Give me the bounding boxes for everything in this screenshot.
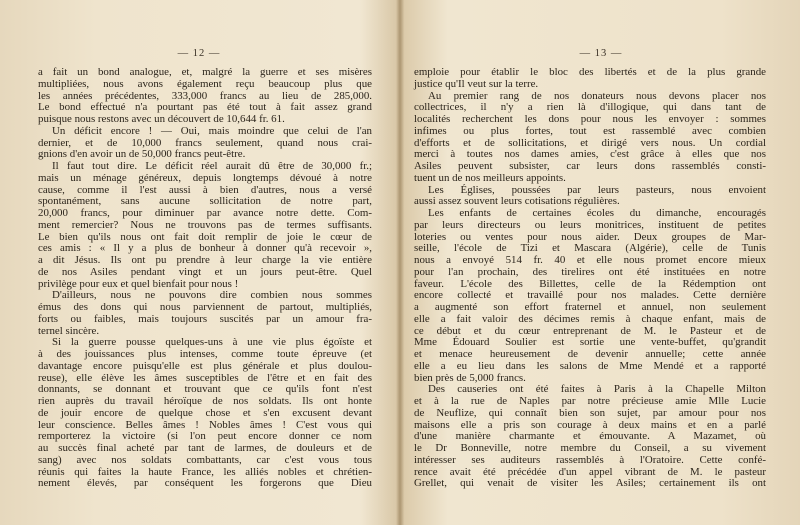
text-line: réunis qui faites la haute France, les alliés nobles et chrétien- bbox=[38, 465, 372, 478]
page-number-right: — 13 — bbox=[579, 48, 623, 59]
text-line: remporterez la victoire (si l'on peut encore donner ce nom bbox=[38, 430, 372, 443]
left-page bbox=[0, 0, 398, 525]
text-line: reuse), elle élève les âmes susceptibles de l'être et en fait des bbox=[38, 371, 372, 384]
text-line: loteries ou ventes pour nous aider. Deux groupes de Mar- bbox=[414, 230, 766, 243]
text-line: D'ailleurs, nous ne pouvons dire combien nous sommes bbox=[52, 289, 372, 302]
text-line: et à la rue de Naples par notre précieuse amie Mlle Lucie bbox=[414, 395, 766, 407]
left-page-text bbox=[38, 67, 372, 490]
text-line: faveur. L'école des Billettes, celle de la Rédemption ont bbox=[414, 277, 766, 290]
text-line: rence avait été précédée d'un appel vibrant de M. le pasteur bbox=[414, 465, 766, 478]
right-page bbox=[402, 0, 800, 525]
text-line: de nos Asiles pendant vingt et un jours peut-être. Quel bbox=[38, 265, 372, 278]
text-line: localités recherchent les dons pour nous les envoyer : sommes bbox=[414, 113, 766, 125]
page-number-left: — 12 — bbox=[177, 48, 221, 59]
text-line: collectrices, il n'y a rien là d'illogique, qui dans tant de bbox=[414, 101, 766, 114]
text-line: bien près de 5,000 francs. bbox=[414, 371, 526, 384]
text-line: merci à toutes nos dames amies, c'est grâce à elles que nos bbox=[414, 148, 766, 161]
text-line: et menace heureusement de devenir annuelle; cette année bbox=[414, 348, 766, 360]
text-line: par leurs directeurs ou leurs monitrices, instituent de petites bbox=[414, 218, 766, 231]
text-line: d'une manière charmante et émouvante. A Mazamet, où bbox=[414, 430, 766, 443]
text-line: dernier, et de 10,000 francs seulement, quand nous crai- bbox=[38, 136, 372, 149]
text-line: leur conscience. Belles âmes ! Nobles âmes ! C'est vous qui bbox=[38, 418, 372, 431]
text-line: Un déficit encore ! — Oui, mais moindre que celui de l'an bbox=[52, 124, 372, 137]
text-line: émus des dons qui nous parviennent de partout, multipliés, bbox=[38, 301, 372, 313]
text-line: ce début et du cœur entreprenant de M. le Pasteur et de bbox=[414, 324, 766, 337]
text-line: Mme Édouard Soulier est sortie une vente-buffet, qu'grandit bbox=[414, 336, 766, 349]
text-line: tuent un de nos meilleurs appoints. bbox=[414, 171, 566, 184]
text-line: justice qu'Il veut sur la terre. bbox=[414, 77, 539, 90]
text-line: Le bond effectué n'a pourtant pas été tout à fait assez grand bbox=[38, 101, 372, 114]
text-line: cause, comme il l'est aussi à bien d'autres, nous a versé bbox=[38, 183, 372, 196]
text-line: emploie pour établir le bloc des libertés et de la plus grande bbox=[414, 66, 766, 78]
text-line: elle a eu lieu dans les salons de Mme Mendé et a rapporté bbox=[414, 359, 766, 372]
text-line: de Neuflize, qui connaît bien son sujet, par amour pour nos bbox=[414, 406, 766, 419]
text-line: a fait un bond analogue, et, malgré la guerre et ses misères bbox=[38, 66, 372, 78]
text-line: forts ou faibles, mais toujours suscités par un amour fra- bbox=[38, 312, 372, 325]
text-line: Des causeries ont été faites à Paris à la Chapelle Milton bbox=[428, 383, 766, 396]
text-line: donnants, se donnant et trouvant que ce qu'ils font n'est bbox=[38, 383, 372, 396]
text-line: Si la guerre pousse quelques-uns à une vie plus égoïste et bbox=[52, 336, 372, 349]
text-line: nous a envoyé 514 fr. 40 et elle nous promet encore mieux bbox=[414, 254, 766, 266]
text-line: Grellet, qui venait de visiter les Asiles; certainement ils ont bbox=[414, 477, 766, 490]
text-line: gnions d'en avoir un de 50,000 francs peut-être. bbox=[38, 148, 246, 161]
text-line: Au premier rang de nos donateurs nous devons placer nos bbox=[428, 89, 766, 102]
text-line: aussi assez souvent leurs cotisations régulières. bbox=[414, 195, 620, 208]
text-line: seille, l'école de Tizi et Mascara (Algérie), celle de Tunis bbox=[414, 242, 766, 255]
text-line: elle a fait valoir des décimes remis à chaque enfant, mais de bbox=[414, 312, 766, 325]
text-line: spontanément, sans aucune sollicitation de notre part, bbox=[38, 195, 372, 208]
text-line: nement élevés, par conséquent les forgerons que Dieu bbox=[38, 477, 372, 490]
text-line: au succès final acheté par tant de larmes, de douleurs et de bbox=[38, 442, 372, 454]
text-line: de jouir encore de quelque chose et s'en excusent devant bbox=[38, 406, 372, 419]
text-line: Les Églises, poussées par leurs pasteurs, nous envoient bbox=[428, 183, 766, 196]
text-line: intéresser ses auditeurs rassemblés à l'Oratoire. Cette confé- bbox=[414, 453, 766, 466]
text-line: puisque nous restons avec un découvert de 10,644 fr. 61. bbox=[38, 113, 285, 125]
text-line: Asiles peuvent subsister, car leurs dons rassemblés consti- bbox=[414, 160, 766, 172]
text-line: Il faut tout dire. Le déficit réel aurait dû être de 30,000 fr.; bbox=[52, 160, 372, 172]
text-line: 20,000 francs, pour diminuer par avance notre dette. Com- bbox=[38, 207, 372, 219]
text-line: à des jouissances plus intenses, comme toute épreuve (et bbox=[38, 348, 372, 360]
text-line: encore collecté et travaillé pour nos malades. Cette dernière bbox=[414, 289, 766, 302]
text-line: le Dr Bonneville, notre membre du Conseil, a su vivement bbox=[414, 442, 766, 454]
text-line: sang) avec nos soldats combattants, car c'est vous tous bbox=[38, 453, 372, 466]
text-line: les années précédentes, 333,000 francs au lieu de 285,000. bbox=[38, 89, 372, 102]
text-line: ternel sincère. bbox=[38, 324, 100, 337]
text-line: Les enfants de certaines écoles du dimanche, encouragés bbox=[428, 207, 766, 219]
text-line: rien auprès du travail héroïque de nos soldats. Ils ont honte bbox=[38, 395, 372, 407]
text-line: ces amis : « Il y a plus de bonheur à donner qu'à recevoir », bbox=[38, 242, 372, 255]
text-line: d'efforts et de sollicitations, et dirigé vers nous. Un cordial bbox=[414, 136, 766, 149]
text-line: infimes ou plus fortes, tout est rassemblé avec combien bbox=[414, 124, 766, 137]
text-line: davantage encore puisqu'elle est plus générale et plus doulou- bbox=[38, 359, 372, 372]
text-line: a dit Jésus. Ils ont pu prendre à leur charge la vie entière bbox=[38, 254, 372, 266]
right-page-text bbox=[414, 67, 766, 490]
text-line: privilège pour eux et quel bienfait pour nous ! bbox=[38, 277, 239, 290]
text-line: mais un ménage généreux, depuis longtemps dévoué à notre bbox=[38, 171, 372, 184]
text-line: ment remercier? Nous ne trouvons pas de termes suffisants. bbox=[38, 218, 372, 231]
text-line: Le bien qu'ils nous ont fait doit remplir de joie le cœur de bbox=[38, 230, 372, 243]
text-line: pour l'an prochain, des tirelires ont été instituées en notre bbox=[414, 265, 766, 278]
text-line: a augmenté son effort fraternel et annuel, non seulement bbox=[414, 301, 766, 313]
text-line: multipliées, nous avons également reçu beaucoup plus que bbox=[38, 77, 372, 90]
text-line: maisons elle a pris son courage à deux mains et en a parlé bbox=[414, 418, 766, 431]
